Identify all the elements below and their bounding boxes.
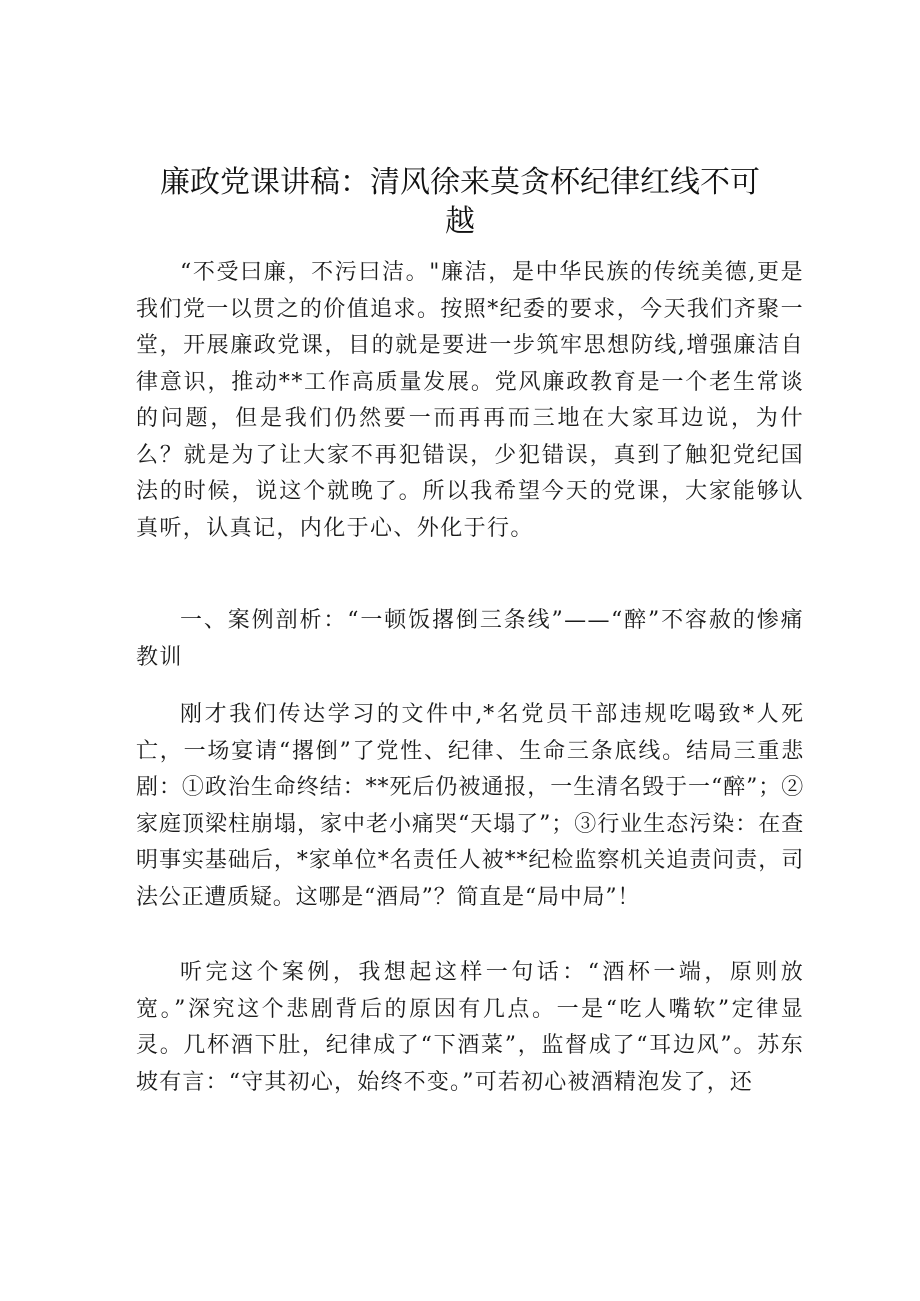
document-title: 廉政党课讲稿：清风徐来莫贪杯纪律红线不可越 [160, 165, 760, 239]
paragraph-reflection: 听完这个案例，我想起这样一句话：“酒杯一端，原则放宽。”深究这个悲剧背后的原因有几点。一是“吃人嘴软”定律显灵。几杯酒下肚，纪律成了“下酒菜”，监督成了“耳边风”。苏东坡有言：“守其初心，始终不变。”可若初心被酒精泡发了，还 [136, 960, 804, 1095]
paragraph-case-details: 刚才我们传达学习的文件中,*名党员干部违规吃喝致*人死亡，一场宴请“撂倒”了党性、纪律、生命三条底线。结局三重悲剧：①政治生命终结：**死后仍被通报，一生清名毁于一“醉”；②家庭顶梁柱崩塌，家中老小痛哭“天塌了”；③行业生态污染：在查明事实基础后，*家单位*名责任人被**纪检监察机关追责问责，司法公正遭质疑。这哪是“酒局”？简直是“局中局”！ [136, 702, 804, 910]
section-heading-case-analysis: 一、案例剖析：“一顿饭撂倒三条线”——“醉”不容赦的惨痛教训 [136, 608, 804, 670]
paragraph-intro: “不受曰廉，不污曰洁。"廉洁，是中华民族的传统美德,更是我们党一以贯之的价值追求。按照*纪委的要求，今天我们齐聚一堂，开展廉政党课，目的就是要进一步筑牢思想防线,增强廉洁自律意识，推动**工作高质量发展。党风廉政教育是一个老生常谈的问题，但是我们仍然要一而再再而三地在大家耳边说，为什么？就是为了让大家不再犯错误，少犯错误，真到了触犯党纪国法的时候，说这个就晚了。所以我希望今天的党课，大家能够认真听，认真记，内化于心、外化于行。 [136, 260, 804, 541]
